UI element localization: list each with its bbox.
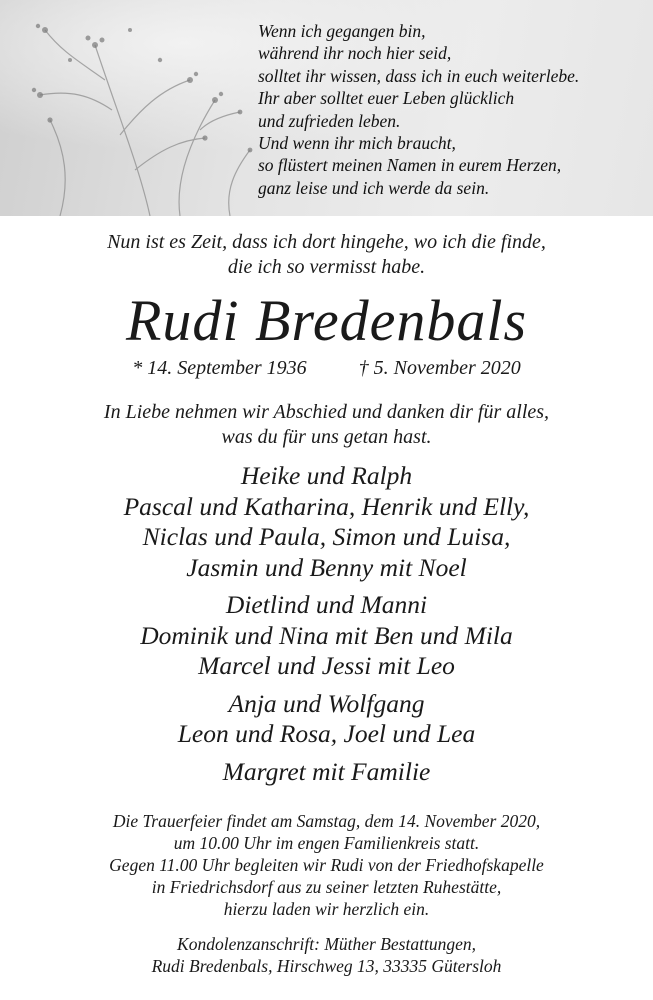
header-image [0, 0, 653, 216]
service-line: Gegen 11.00 Uhr begleiten wir Rudi von der Friedhofskapelle [109, 855, 544, 875]
condolence-address [0, 933, 653, 977]
service-line: hierzu laden wir herzlich ein. [223, 899, 430, 919]
family-line: Heike und Ralph [240, 461, 413, 490]
family-line: Marcel und Jessi mit Leo [198, 651, 455, 680]
family-group [0, 461, 653, 583]
family-group [0, 689, 653, 750]
family-line: Dominik und Nina mit Ben und Mila [140, 620, 513, 650]
intro-quote [0, 230, 653, 280]
poem-line: Wenn ich gegangen bin, [258, 21, 426, 41]
service-line: um 10.00 Uhr im engen Familienkreis statt. [173, 833, 480, 853]
life-dates [0, 355, 653, 381]
family-line: Dietlind und Manni [225, 590, 428, 619]
farewell-line: In Liebe nehmen wir Abschied und danken dir für alles, [103, 401, 550, 423]
poem-line: Ihr aber solltet euer Leben glücklich [258, 88, 515, 109]
intro-line: die ich so vermisst habe. [227, 256, 426, 278]
deceased-name: Rudi Bredenbals [125, 288, 528, 353]
family-line: Jasmin und Benny mit Noel [186, 552, 467, 582]
service-line: Die Trauerfeier findet am Samstag, dem 14. November 2020, [112, 811, 541, 831]
funeral-service-info [0, 810, 653, 920]
family-line: Leon und Rosa, Joel und Lea [177, 719, 476, 748]
farewell-text [0, 400, 653, 450]
family-line: Pascal und Katharina, Henrik und Elly, [123, 491, 530, 521]
intro-line: Nun ist es Zeit, dass ich dort hingehe, wo ich die finde, [107, 231, 546, 253]
family-line: Anja und Wolfgang [228, 688, 425, 718]
death-date: † 5. November 2020 [358, 357, 521, 379]
poem-line: und zufrieden leben. [258, 110, 401, 131]
family-line: Margret mit Familie [222, 756, 431, 786]
family-group [0, 590, 653, 682]
family-line: Niclas und Paula, Simon und Luisa, [142, 522, 511, 551]
farewell-line: was du für uns getan hast. [221, 426, 432, 448]
poem-line: während ihr noch hier seid, [258, 43, 452, 64]
poem-line: Und wenn ihr mich braucht, [258, 133, 456, 154]
condolence-line: Kondolenzanschrift: Müther Bestattungen, [177, 934, 476, 954]
family-group [0, 757, 653, 788]
poem-line: ganz leise und ich werde da sein. [258, 177, 490, 198]
service-line: in Friedrichsdorf aus zu seiner letzten Ruhestätte, [151, 877, 502, 897]
poem [258, 20, 648, 199]
family-list [0, 461, 653, 794]
poem-line: so flüstert meinen Namen in eurem Herzen, [258, 155, 562, 176]
condolence-line: Rudi Bredenbals, Hirschweg 13, 33335 Gütersloh [151, 956, 502, 976]
birth-date: * 14. September 1936 [132, 357, 307, 379]
poem-line: solltet ihr wissen, dass ich in euch weiterlebe. [258, 65, 580, 86]
